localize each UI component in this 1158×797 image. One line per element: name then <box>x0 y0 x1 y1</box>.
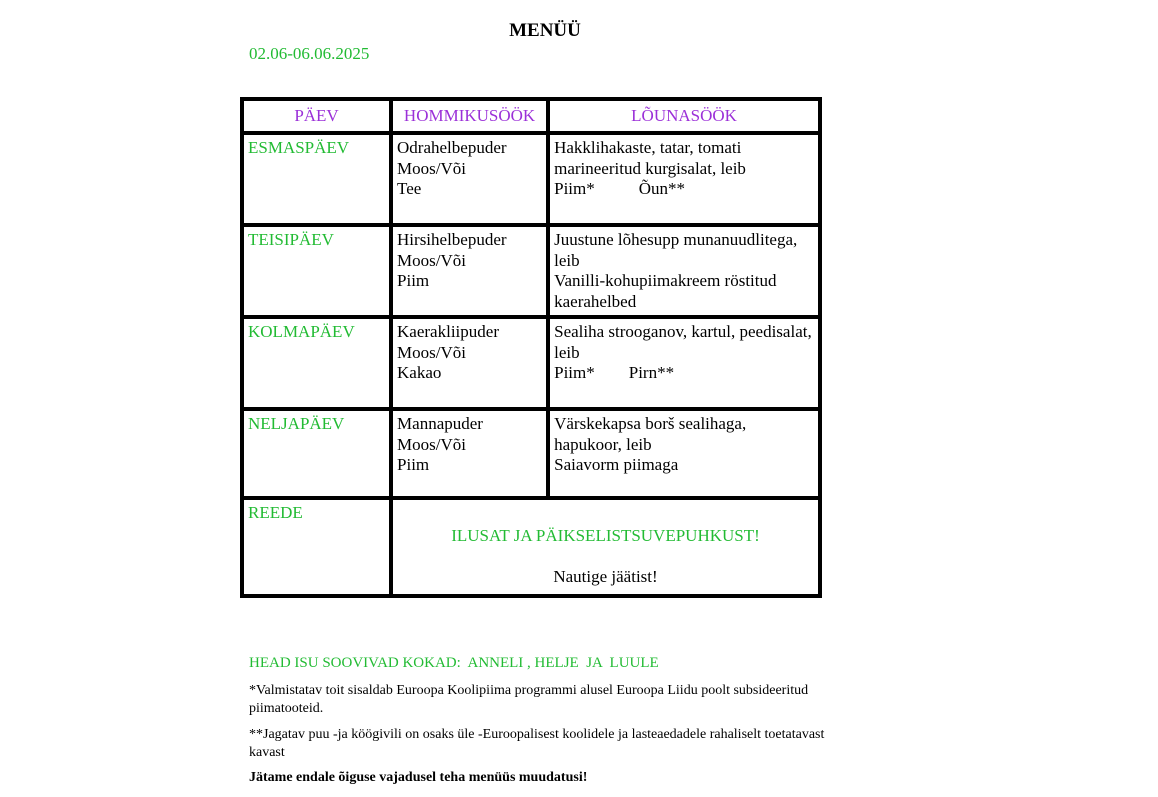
breakfast-item: Kaerakliipuder <box>397 322 499 341</box>
day-name: NELJAPÄEV <box>242 409 391 498</box>
header-breakfast: HOMMIKUSÖÖK <box>391 99 548 133</box>
fruit-programme-note: **Jagatav puu -ja köögivili on osaks üle -Euroopalisest koolidele ja lasteaedadele rahaliselt toetatavast kavast <box>249 727 825 760</box>
page-title: MENÜÜ <box>509 20 581 41</box>
date-range: 02.06-06.06.2025 <box>249 44 370 63</box>
breakfast-item: Moos/Või <box>397 342 466 362</box>
breakfast-item: Moos/Või <box>397 158 466 178</box>
cooks-greeting: HEAD ISU SOOVIVAD KOKAD: ANNELI , HELJE JA LUULE <box>249 655 659 671</box>
day-name: REEDE <box>242 498 391 596</box>
change-disclaimer: Jätame endale õiguse vajadusel teha menüüs muudatusi! <box>249 770 588 785</box>
breakfast-cell <box>391 225 548 317</box>
lunch-item: Hakklihakaste, tatar, tomati marineeritud kurgisalat, leib <box>554 138 746 178</box>
header-day: PÄEV <box>242 99 391 133</box>
table-row <box>242 225 820 317</box>
friday-message: ILUSAT JA PÄIKSELISTSUVEPUHKUST! <box>451 526 760 545</box>
menu-table <box>240 97 822 598</box>
table-row <box>242 409 820 498</box>
lunch-item: Värskekapsa borš sealihaga, hapukoor, leib <box>554 414 747 454</box>
table-row <box>242 317 820 409</box>
breakfast-item: Moos/Või <box>397 250 466 270</box>
lunch-item: Saiavorm piimaga <box>554 455 679 474</box>
breakfast-item: Odrahelbepuder <box>397 138 507 157</box>
lunch-extras <box>554 363 814 384</box>
lunch-item: Juustune lõhesupp munanuudlitega, leib <box>554 230 798 270</box>
lunch-item: Vanilli-kohupiimakreem röstitud kaerahelbed <box>554 271 777 311</box>
table-row <box>242 498 820 596</box>
header-lunch: LÕUNASÖÖK <box>548 99 820 133</box>
lunch-item: Sealiha strooganov, kartul, peedisalat, leib <box>554 322 812 362</box>
lunch-cell <box>548 317 820 409</box>
breakfast-cell <box>391 409 548 498</box>
fruit-item: Õun** <box>638 179 686 198</box>
breakfast-item: Tee <box>397 179 422 198</box>
breakfast-item: Piim <box>397 455 430 474</box>
day-name: KOLMAPÄEV <box>242 317 391 409</box>
breakfast-cell <box>391 133 548 225</box>
table-row <box>242 133 820 225</box>
breakfast-item: Kakao <box>397 363 442 382</box>
breakfast-item: Hirsihelbepuder <box>397 230 507 249</box>
lunch-cell <box>548 409 820 498</box>
breakfast-item: Mannapuder <box>397 414 483 433</box>
milk-item: Piim* <box>554 179 595 198</box>
milk-item: Piim* <box>554 363 595 382</box>
milk-programme-note: *Valmistatav toit sisaldab Euroopa Koolipiima programmi alusel Euroopa Liidu poolt subsideeritud piimatooteid. <box>249 683 809 716</box>
lunch-cell <box>548 225 820 317</box>
breakfast-item: Moos/Või <box>397 434 466 454</box>
lunch-extras <box>554 179 814 200</box>
lunch-cell <box>548 133 820 225</box>
breakfast-cell <box>391 317 548 409</box>
friday-message-cell <box>391 498 820 596</box>
friday-subtext: Nautige jäätist! <box>553 566 658 586</box>
day-name: TEISIPÄEV <box>242 225 391 317</box>
fruit-item: Pirn** <box>628 363 675 382</box>
header-row <box>242 99 820 133</box>
breakfast-item: Piim <box>397 271 430 290</box>
day-name: ESMASPÄEV <box>242 133 391 225</box>
